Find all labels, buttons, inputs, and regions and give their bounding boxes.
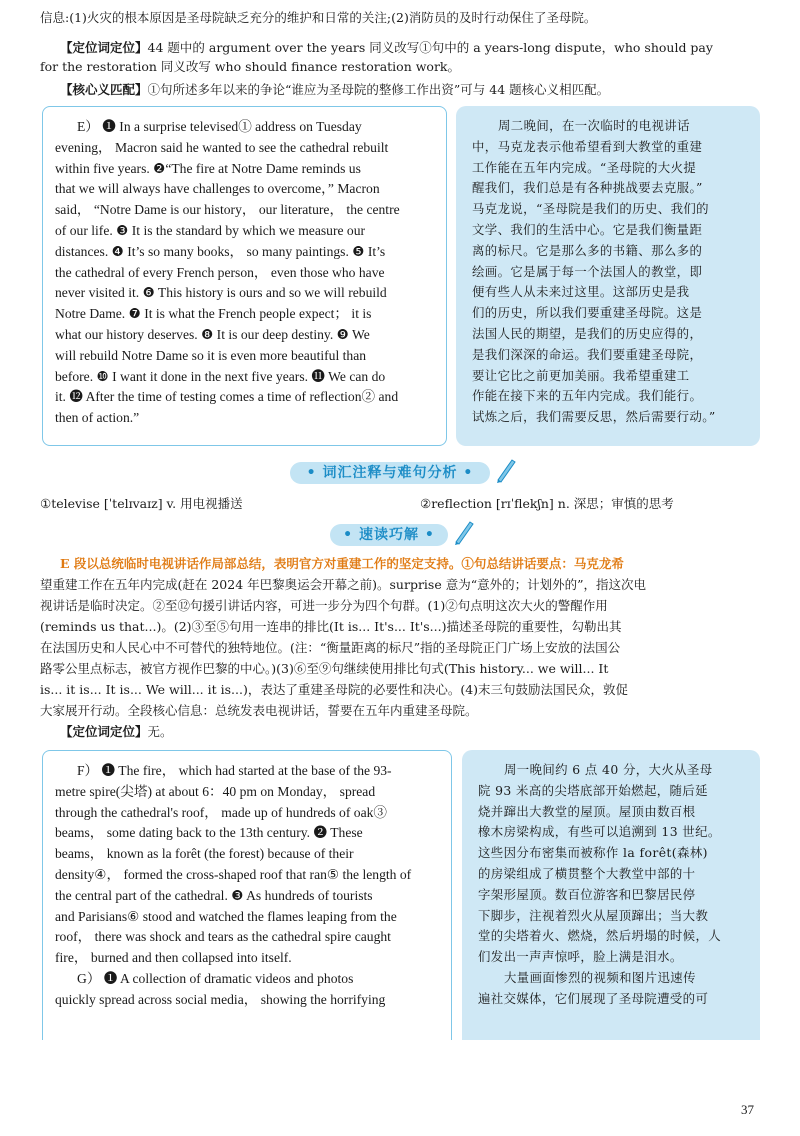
passage-f-line: density④， formed the cross-shaped roof that ran⑤ the length of xyxy=(55,866,412,882)
passage-e-translation-lines xyxy=(472,116,746,428)
passage-g-line: quickly spread across social media， showing the horrifying xyxy=(55,991,386,1007)
passage-e-line: Notre Dame. ❼ It is what the French people expect； it is xyxy=(55,306,372,322)
passage-f-line: roof， there was shock and tears as the cathedral spire caught xyxy=(55,929,391,945)
passage-e-line: said， “Notre Dame is our history， our literature， the centre xyxy=(55,202,400,218)
passage-f-line: and Parisians⑥ stood and watched the flames leaping from the xyxy=(55,908,397,924)
passage-f-line: beams， some dating back to the 13th century. ❷ These xyxy=(55,825,363,841)
passage-f-line: the central part of the cathedral. ❸ As hundreds of tourists xyxy=(55,887,373,903)
passage-f-line: fire， burned and then collapsed into itself. xyxy=(55,950,292,966)
hexin-line xyxy=(60,80,762,99)
passage-f-line: F） ❶ The fire， which had started at the base of the 93- xyxy=(77,763,392,778)
translation-line: 要让它比之前更加美丽。我希望重建工 xyxy=(472,367,690,383)
passage-f-lines xyxy=(55,761,437,1011)
speed-dingwei-line xyxy=(60,722,762,741)
translation-line: 们的历史，所以我们要重建圣母院。这是 xyxy=(472,305,703,321)
vocab-section-header: • 词汇注释与难句分析 • xyxy=(290,462,490,484)
passage-e-line: what our history deserves. ❽ It is our deep destiny. ❾ We xyxy=(55,326,370,342)
translation-line: 烧并蹿出大教堂的屋顶。屋顶由数百根 xyxy=(478,803,696,819)
translation-line: 醒我们，我们总是有各种挑战要去克服。” xyxy=(472,180,703,196)
passage-e-line: will rebuild Notre Dame so it is even more beautiful than xyxy=(55,347,367,363)
dingwei-text-1: 44 题中的 argument over the years 同义改写①句中的 a years-long dispute，who should pay xyxy=(147,40,713,55)
passage-f-line: beams， known as la forêt (the forest) because of their xyxy=(55,846,354,862)
translation-line: 工作能在五年内完成。“圣母院的大火提 xyxy=(472,159,697,175)
speed-line: 望重建工作在五年内完成(赶在 2024 年巴黎奥运会开幕之前)。surprise 意为“意外的；计划外的”，指这次电 xyxy=(40,577,646,592)
passage-f-translation xyxy=(462,750,760,1040)
translation-line: 绘画。它是属于每一个法国人的教堂，即 xyxy=(472,263,703,279)
speed-line: 在法国历史和人民心中不可替代的独特地位。(注：“衡量距离的标尺”指的圣母院正门广场上安放的法国公 xyxy=(40,640,621,655)
passage-e-line: it. ⓬ After the time of testing comes a time of reflection② and xyxy=(55,389,399,405)
speed-dingwei-tag: 【定位词定位】 xyxy=(60,724,148,739)
translation-line: 中，马克龙表示他希望看到大教堂的重建 xyxy=(472,138,703,154)
passage-e-line: of our life. ❸ It is the standard by which we measure our xyxy=(55,222,366,238)
translation-line: 离的标尺。它是那么多的书籍、那么多的 xyxy=(472,242,703,258)
translation-line: 橡木房梁构成，有些可以追溯到 13 世纪。 xyxy=(478,824,721,840)
passage-e-line: then of action.” xyxy=(55,410,140,426)
translation-line: 的房梁组成了横贯整个大教堂中部的十 xyxy=(478,865,696,881)
translation-line: 院 93 米高的尖塔底部开始燃起，随后延 xyxy=(478,782,708,798)
translation-line: 试炼之后，我们需要反思，然后需要行动。” xyxy=(472,409,716,425)
translation-line: 周一晚间约 6 点 40 分，大火从圣母 xyxy=(504,762,713,777)
speed-summary: E 段以总统临时电视讲话作局部总结，表明官方对重建工作的坚定支持。①句总结讲话要点：马克龙希 xyxy=(60,556,624,571)
hexin-text: ①句所述多年以来的争论“谁应为圣母院的整修工作出资”可与 44 题核心义相匹配。 xyxy=(147,82,610,97)
passage-g-line: G） ❶ A collection of dramatic videos and photos xyxy=(77,970,354,986)
dingwei-line-2: for the restoration 同义改写 who should finance restoration work。 xyxy=(40,59,460,74)
translation-line: 堂的尖塔着火、燃烧，然后坍塌的时候，人 xyxy=(478,928,722,944)
dingwei-tag: 【定位词定位】 xyxy=(60,40,148,55)
passage-e-translation xyxy=(456,106,760,446)
translation-line: 文学、我们的生活中心。它是我们衡量距 xyxy=(472,221,703,237)
speed-line: 路零公里点标志，被官方视作巴黎的中心。)(3)⑥至⑨句继续使用排比句式(This history... we will... It xyxy=(40,661,609,676)
speed-line xyxy=(60,554,762,573)
pen-icon xyxy=(452,518,476,549)
passage-e-lines xyxy=(55,117,432,429)
dingwei-line-1 xyxy=(60,38,762,57)
page-number: 37 xyxy=(741,1102,754,1117)
passage-f-translation-lines xyxy=(478,760,746,1010)
speed-dingwei-text: 无。 xyxy=(147,724,173,739)
passage-e-line: before. ❿ I want it done in the next five years. ⓫ We can do xyxy=(55,368,386,384)
translation-line: 字架形屋顶。数百位游客和巴黎居民停 xyxy=(478,886,696,902)
translation-line: 马克龙说，“圣母院是我们的历史、我们的 xyxy=(472,201,709,217)
passage-e-line: within five years. ❷“The fire at Notre Dame reminds us xyxy=(55,160,361,176)
vocab-item-reflection: ②reflection [rɪˈflekʃn] n. 深思；审慎的思考 xyxy=(420,496,674,511)
passage-f-english xyxy=(42,750,452,1040)
passage-e-line: distances. ❹ It’s so many books， so many paintings. ❺ It’s xyxy=(55,243,386,259)
info-line: 信息:(1)火灾的根本原因是圣母院缺乏充分的维护和日常的关注;(2)消防员的及时行动保住了圣母院。 xyxy=(40,10,597,25)
passage-e-line: the cathedral of every French person， even those who have xyxy=(55,264,385,280)
passage-f-line: through the cathedral's roof， made up of hundreds of oak③ xyxy=(55,804,388,820)
translation-line: 遍社交媒体，它们展现了圣母院遭受的可 xyxy=(478,990,709,1006)
passage-e-line: evening， Macron said he wanted to see the cathedral rebuilt xyxy=(55,139,389,155)
translation-line: 作能在接下来的五年内完成。我们能行。 xyxy=(472,388,703,404)
passage-e-english xyxy=(42,106,447,446)
passage-e-line: never visited it. ❻ This history is ours and so we will rebuild xyxy=(55,285,387,301)
vocab-item-televise: ①televise [ˈtelɪvaɪz] v. 用电视播送 xyxy=(40,496,243,511)
translation-line: 这些因分布密集而被称作 la forêt(森林) xyxy=(478,845,708,861)
translation-line: 便有些人从未来过这里。这部历史是我 xyxy=(472,284,690,300)
passage-e-line: E） ❶ In a surprise televised① address on Tuesday xyxy=(77,119,362,134)
hexin-tag: 【核心义匹配】 xyxy=(60,82,148,97)
translation-line: 大量画面惨烈的视频和图片迅速传 xyxy=(504,969,696,985)
translation-line: 是我们深深的命运。我们要重建圣母院， xyxy=(472,346,703,362)
speed-line: 大家展开行动。全段核心信息：总统发表电视讲话，誓要在五年内重建圣母院。 xyxy=(40,703,478,718)
translation-line: 周二晚间，在一次临时的电视讲话 xyxy=(498,118,690,133)
translation-line: 法国人民的期望，是我们的历史应得的， xyxy=(472,325,703,341)
passage-f-line: metre spire(尖塔) at about 6：40 pm on Monday， spread xyxy=(55,783,376,799)
speed-section-header: • 速读巧解 • xyxy=(330,524,448,546)
speed-line: 视讲话是临时决定。②至⑫句援引讲话内容，可进一步分为四个句群。(1)②句点明这次大火的警醒作用 xyxy=(40,598,608,613)
speed-line: is... it is... It is... We will... it is...)，表达了重建圣母院的必要性和决心。(4)末三句鼓励法国民众，敦促 xyxy=(40,682,629,697)
speed-line: (reminds us that...)。(2)③至⑤句用一连串的排比(It is... It's... It's...)描述圣母院的重要性，勾勒出其 xyxy=(40,619,622,634)
pen-icon xyxy=(494,456,518,487)
translation-line: 们发出一声声惊呼，脸上满是泪水。 xyxy=(478,949,683,965)
translation-line: 下脚步，注视着烈火从屋顶蹿出；当大教 xyxy=(478,907,709,923)
passage-e-line: that we will always have challenges to overcome，” Macron xyxy=(55,181,380,197)
